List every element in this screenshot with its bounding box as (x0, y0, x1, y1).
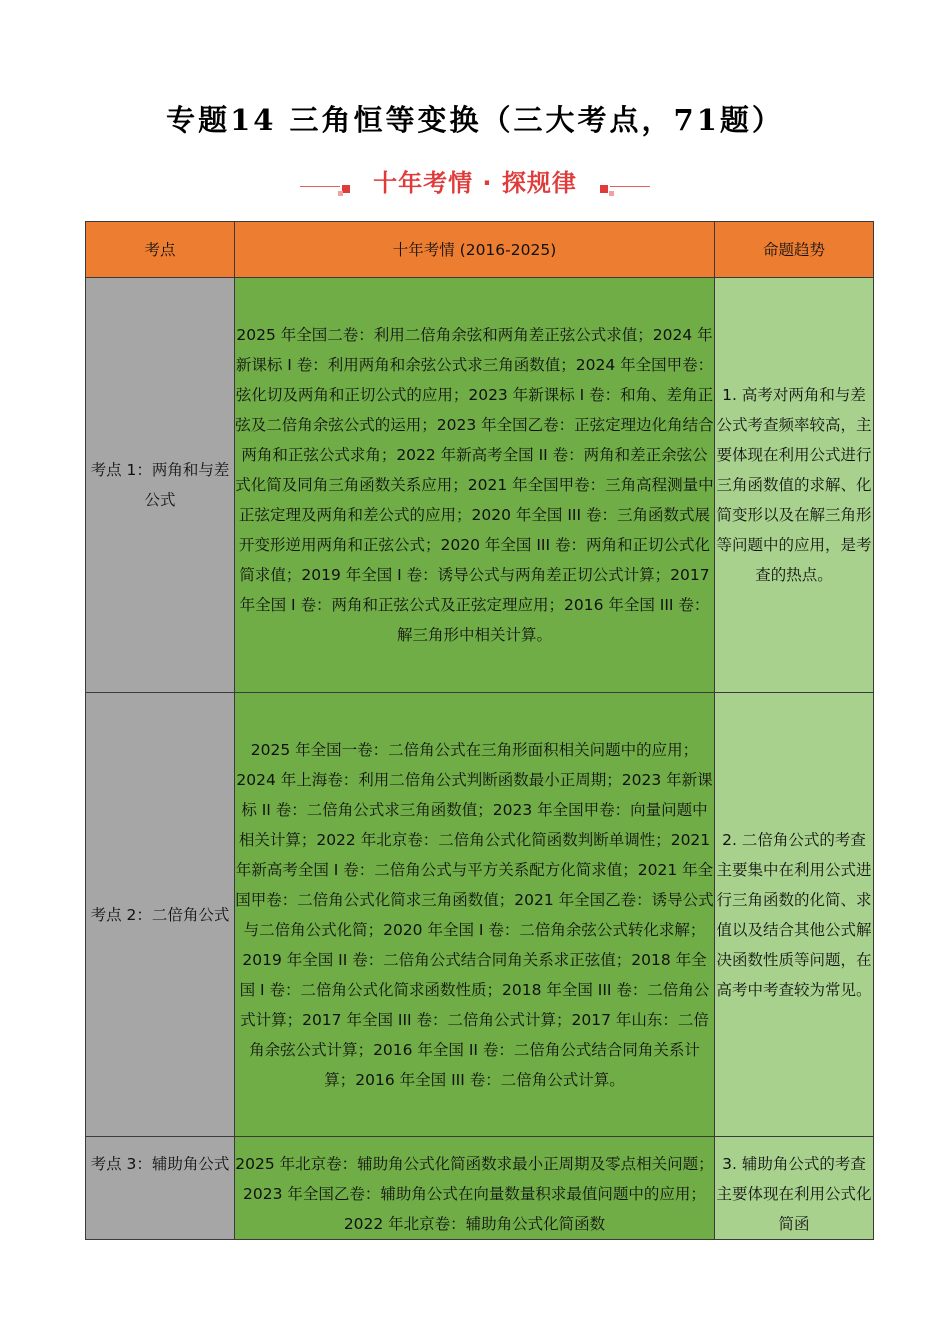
banner-right-line (610, 186, 650, 187)
banner-left-line (300, 186, 340, 187)
banner-right-small-square-icon (609, 191, 614, 196)
banner-left-square-icon (342, 185, 350, 193)
history-cell: 2025 年全国一卷：二倍角公式在三角形面积相关问题中的应用；2024 年上海卷：利用二倍角公式判断函数最小正周期；2023 年新课标 II 卷：二倍角公式求三角函数值；2023 年全国甲卷：向量问题中相关计算；2022 年北京卷：二倍角公式化简函数判断单调性；2021 年新高考全国 I 卷：二倍角公式与平方关系配方化简求值；2021 年全国甲卷：二倍角公式化简求三角函数值；2021 年全国乙卷：诱导公式与二倍角公式化简；2020 年全国 I 卷：二倍角余弦公式转化求解；2019 年全国 II 卷：二倍角公式结合同角关系求正弦值；2018 年全国 I 卷：二倍角公式化简求函数性质；2018 年全国 III 卷：二倍角公式计算；2017 年全国 III 卷：二倍角公式计算；2017 年山东：二倍角余弦公式计算；2016 年全国 II 卷：二倍角公式结合同角关系计算；2016 年全国 III 卷：二倍角公式计算。 (235, 693, 715, 1137)
section-banner (300, 165, 650, 201)
topic-cell: 考点 3：辅助角公式 (86, 1137, 235, 1240)
banner-right-square-icon (600, 185, 608, 193)
exam-table (85, 221, 874, 1240)
banner-text: 十年考情 · 探规律 (373, 169, 577, 197)
page-title: 专题14 三角恒等变换（三大考点，71题） (166, 103, 784, 137)
header-trend: 命题趋势 (715, 222, 874, 278)
topic-cell: 考点 2：二倍角公式 (86, 693, 235, 1137)
banner-left-small-square-icon (338, 191, 343, 196)
history-cell: 2025 年全国二卷：利用二倍角余弦和两角差正弦公式求值；2024 年新课标 I 卷：利用两角和余弦公式求三角函数值；2024 年全国甲卷：弦化切及两角和正切公式的应用；2023 年新课标 I 卷：和角、差角正弦及二倍角余弦公式的运用；2023 年全国乙卷：正弦定理边化角结合两角和正弦公式求角；2022 年新高考全国 II 卷：两角和差正余弦公式化简及同角三角函数关系应用；2021 年全国甲卷：三角高程测量中正弦定理及两角和差公式的应用；2020 年全国 III 卷：三角函数式展开变形逆用两角和正弦公式；2020 年全国 III 卷：两角和正切公式化简求值；2019 年全国 I 卷：诱导公式与两角差正切公式计算；2017 年全国 I 卷：两角和正弦公式及正弦定理应用；2016 年全国 III 卷：解三角形中相关计算。 (235, 278, 715, 693)
history-cell: 2025 年北京卷：辅助角公式化简函数求最小正周期及零点相关问题；2023 年全国乙卷：辅助角公式在向量数量积求最值问题中的应用；2022 年北京卷：辅助角公式化简函数 (235, 1137, 715, 1240)
header-topic: 考点 (86, 222, 235, 278)
table-row (86, 278, 874, 693)
trend-cell: 1. 高考对两角和与差公式考查频率较高，主要体现在利用公式进行三角函数值的求解、化简变形以及在解三角形等问题中的应用，是考查的热点。 (715, 278, 874, 693)
header-history: 十年考情 (2016-2025) (235, 222, 715, 278)
table-header-row (86, 222, 874, 278)
trend-cell: 3. 辅助角公式的考查主要体现在利用公式化简函 (715, 1137, 874, 1240)
table-row (86, 1137, 874, 1240)
table-row (86, 693, 874, 1137)
topic-cell: 考点 1：两角和与差公式 (86, 278, 235, 693)
trend-cell: 2. 二倍角公式的考查主要集中在利用公式进行三角函数的化简、求值以及结合其他公式解决函数性质等问题，在高考中考查较为常见。 (715, 693, 874, 1137)
